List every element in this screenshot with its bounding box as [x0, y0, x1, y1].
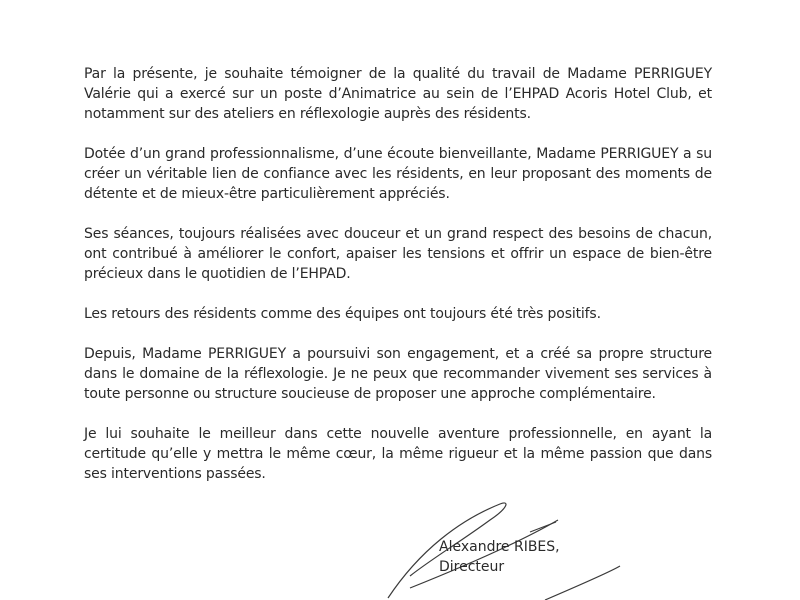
signatory-name: Alexandre RIBES, — [439, 539, 560, 555]
paragraph-closing: Je lui souhaite le meilleur dans cette nouvelle aventure professionnelle, en ayant la certitude qu’elle y mettra le même cœur, la même rigueur et la même passion que dans ses interventions passées. — [84, 426, 712, 482]
paragraph-professionalism: Dotée d’un grand professionnalisme, d’une écoute bienveillante, Madame PERRIGUEY a su créer un véritable lien de confiance avec les résidents, en leur proposant des moments de détente et de mieux-être particulièrement appréciés. — [84, 146, 712, 202]
paragraph-feedback: Les retours des résidents comme des équipes ont toujours été très positifs. — [84, 306, 601, 322]
paragraph-recommendation: Depuis, Madame PERRIGUEY a poursuivi son engagement, et a créé sa propre structure dans le domaine de la réflexologie. Je ne peux que recommander vivement ses services à toute personne ou structure soucieuse de proposer une approche complémentaire. — [84, 346, 712, 402]
signatory-title: Directeur — [439, 559, 505, 575]
paragraph-intro: Par la présente, je souhaite témoigner de la qualité du travail de Madame PERRIGUEY Valérie qui a exercé sur un poste d’Animatrice au sein de l’EHPAD Acoris Hotel Club, et notamment sur des ateliers en réflexologie auprès des résidents. — [84, 66, 712, 122]
signature-block — [439, 537, 560, 577]
letter-body — [84, 64, 712, 484]
paragraph-sessions: Ses séances, toujours réalisées avec douceur et un grand respect des besoins de chacun, ont contribué à améliorer le confort, apaiser les tensions et offrir un espace de bien-être précieux dans le quotidien de l’EHPAD. — [84, 226, 712, 282]
